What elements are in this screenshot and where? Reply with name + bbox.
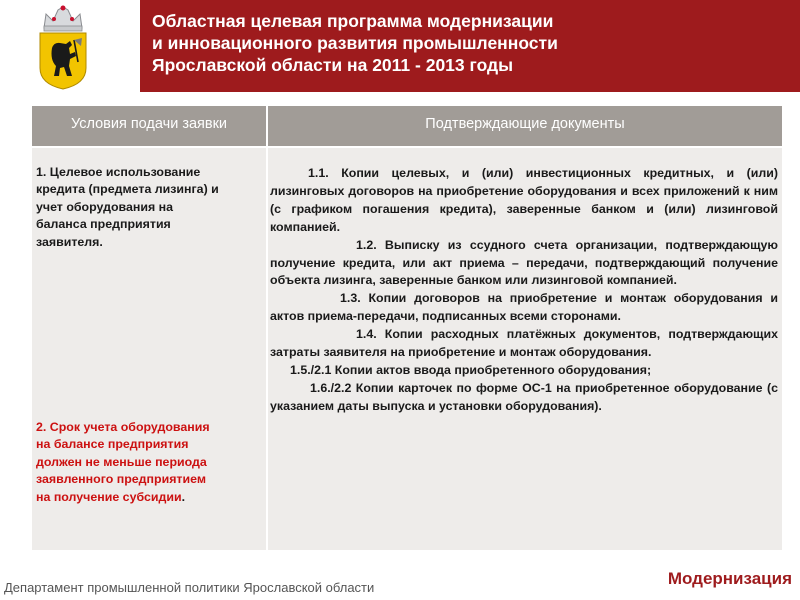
header-documents: Подтверждающие документы [425,116,625,132]
condition-2-line: 2. Срок учета оборудования [36,420,210,434]
requirements-table [32,106,782,550]
column-divider [266,106,268,550]
title-line-3: Ярославской области на 2011 - 2013 годы [152,55,514,75]
header-conditions: Условия подачи заявки [70,116,228,132]
condition-2-line: заявленного предприятием [36,472,207,487]
footer-tag: Модернизация [667,569,792,588]
condition-2-period: . [181,489,186,504]
documents-list [270,165,778,416]
condition-1-line: заявителя. [36,234,103,249]
title-banner [140,0,800,92]
condition-2-line [36,489,264,506]
condition-2 [36,419,264,506]
document-item: 1.4. Копии расходных платёжных документов, подтверждающих затраты заявителя на приобретение и монтаж оборудования. [270,327,778,360]
coat-of-arms-icon [36,4,90,90]
footer-department: Департамент промышленной политики Ярославской области [4,580,375,595]
condition-1 [36,164,264,251]
header-divider [32,146,782,148]
condition-2-last: на получение субсидии [36,489,182,504]
condition-1-line: баланса предприятия [36,217,171,232]
title-line-2: и инновационного развития промышленности [152,33,558,53]
document-item: 1.1. Копии целевых, и (или) инвестиционных кредитных, и (или) лизинговых договоров на приобретение оборудования и всех приложений к ним (с графиком погашения кредита), заверенные банком и (или) лизинговой компанией. [270,166,778,234]
document-item: 1.3. Копии договоров на приобретение и монтаж оборудования и актов приема-передачи, подписанных всеми сторонами. [270,291,778,324]
document-item: 1.2. Выписку из ссудного счета организации, подтверждающую получение кредита, или акт приема – передачи, подтверждающий получение объекта лизинга, заверенные банком или лизинговой компанией. [270,237,778,288]
condition-1-line: 1. Целевое использование [36,165,201,179]
document-item: 1.5./2.1 Копии актов ввода приобретенного оборудования; [290,362,652,377]
condition-1-line: кредита (предмета лизинга) и [36,182,219,197]
condition-2-line: должен не меньше периода [36,454,207,469]
condition-2-line: на балансе предприятия [36,437,189,452]
document-item: 1.6./2.2 Копии карточек по форме ОС-1 на приобретенное оборудование (с указанием даты выпуска и установки оборудования). [270,380,778,413]
table-header-row [32,106,782,146]
title-line-1: Областная целевая программа модернизации [152,11,554,31]
condition-1-line: учет оборудования на [36,199,174,214]
